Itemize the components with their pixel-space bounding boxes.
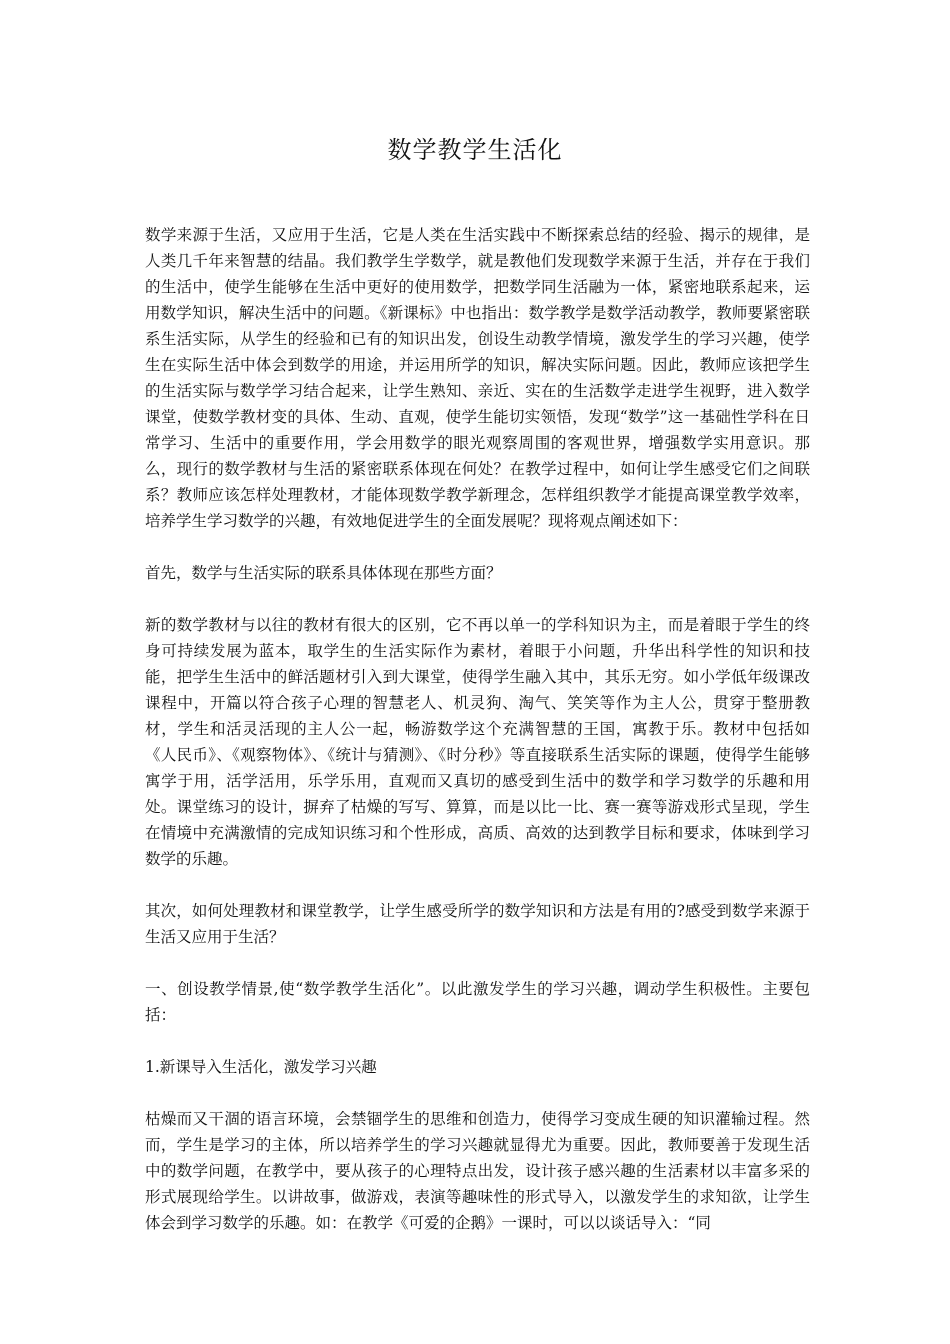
paragraph-intro: 数学来源于生活，又应用于生活，它是人类在生活实践中不断探索总结的经验、揭示的规律，是人类几千年来智慧的结晶。我们教学生学数学，就是教他们发现数学来源于生活，并存在于我们的生活中，使学生能够在生活中更好的使用数学，把数学同生活融为一体，紧密地联系起来，运用数学知识，解决生活中的问题。《新课标》中也指出：数学教学是数学活动教学，教师要紧密联系生活实际，从学生的经验和已有的知识出发，创设生动教学情境，激发学生的学习兴趣，使学生在实际生活中体会到数学的用途，并运用所学的知识，解决实际问题。因此，教师应该把学生的生活实际与数学学习结合起来，让学生熟知、亲近、实在的生活数学走进学生视野，进入数学课堂，使数学教材变的具体、生动、直观，使学生能切实领悟，发现“数学”这一基础性学科在日常学习、生活中的重要作用，学会用数学的眼光观察周围的客观世界，增强数学实用意识。那么，现行的数学教材与生活的紧密联系体现在何处？在教学过程中，如何让学生感受它们之间联系？教师应该怎样处理教材，才能体现数学教学新理念，怎样组织教学才能提高课堂教学效率，培养学生学习数学的兴趣，有效地促进学生的全面发展呢？现将观点阐述如下：	[145, 226, 810, 530]
paragraph-question-2: 其次，如何处理教材和课堂教学，让学生感受所学的数学知识和方法是有用的?感受到数学来源于生活又应用于生活？	[145, 902, 810, 946]
paragraph-section-1: 一、创设教学情景,使“数学教学生活化”。以此激发学生的学习兴趣，调动学生积极性。主要包括：	[145, 980, 810, 1024]
paragraph-question-1: 首先，数学与生活实际的联系具体体现在那些方面？	[145, 564, 502, 582]
paragraph-textbook: 新的数学教材与以往的教材有很大的区别，它不再以单一的学科知识为主，而是着眼于学生的终身可持续发展为蓝本，取学生的生活实际作为素材，着眼于小问题，升华出科学性的知识和技能，把学生生活中的鲜活题材引入到大课堂，使得学生融入其中，其乐无穷。如小学低年级课改课程中，开篇以符合孩子心理的智慧老人、机灵狗、淘气、笑笑等作为主人公，贯穿于整册教材，学生和活灵活现的主人公一起，畅游数学这个充满智慧的王国，寓教于乐。教材中包括如《人民币》、《观察物体》、《统计与猜测》、《时分秒》等直接联系生活实际的课题，使得学生能够寓学于用，活学活用，乐学乐用，直观而又真切的感受到生活中的数学和学习数学的乐趣和用处。课堂练习的设计，摒弃了枯燥的写写、算算，而是以比一比、赛一赛等游戏形式呈现，学生在情境中充满激情的完成知识练习和个性形成，高质、高效的达到教学目标和要求，体味到学习数学的乐趣。	[145, 616, 810, 868]
document-body	[145, 222, 810, 1236]
paragraph-subsection-1: 1.新课导入生活化，激发学习兴趣	[145, 1058, 377, 1076]
document-title: 数学教学生活化	[387, 136, 563, 164]
paragraph-intro-lesson: 枯燥而又干涸的语言环境，会禁锢学生的思维和创造力，使得学习变成生硬的知识灌输过程。然而，学生是学习的主体，所以培养学生的学习兴趣就显得尤为重要。因此，教师要善于发现生活中的数学问题，在教学中，要从孩子的心理特点出发，设计孩子感兴趣的生活素材以丰富多采的形式展现给学生。以讲故事，做游戏，表演等趣味性的形式导入，以激发学生的求知欲，让学生体会到学习数学的乐趣。如：在教学《可爱的企鹅》一课时，可以以谈话导入：“同	[145, 1110, 810, 1232]
